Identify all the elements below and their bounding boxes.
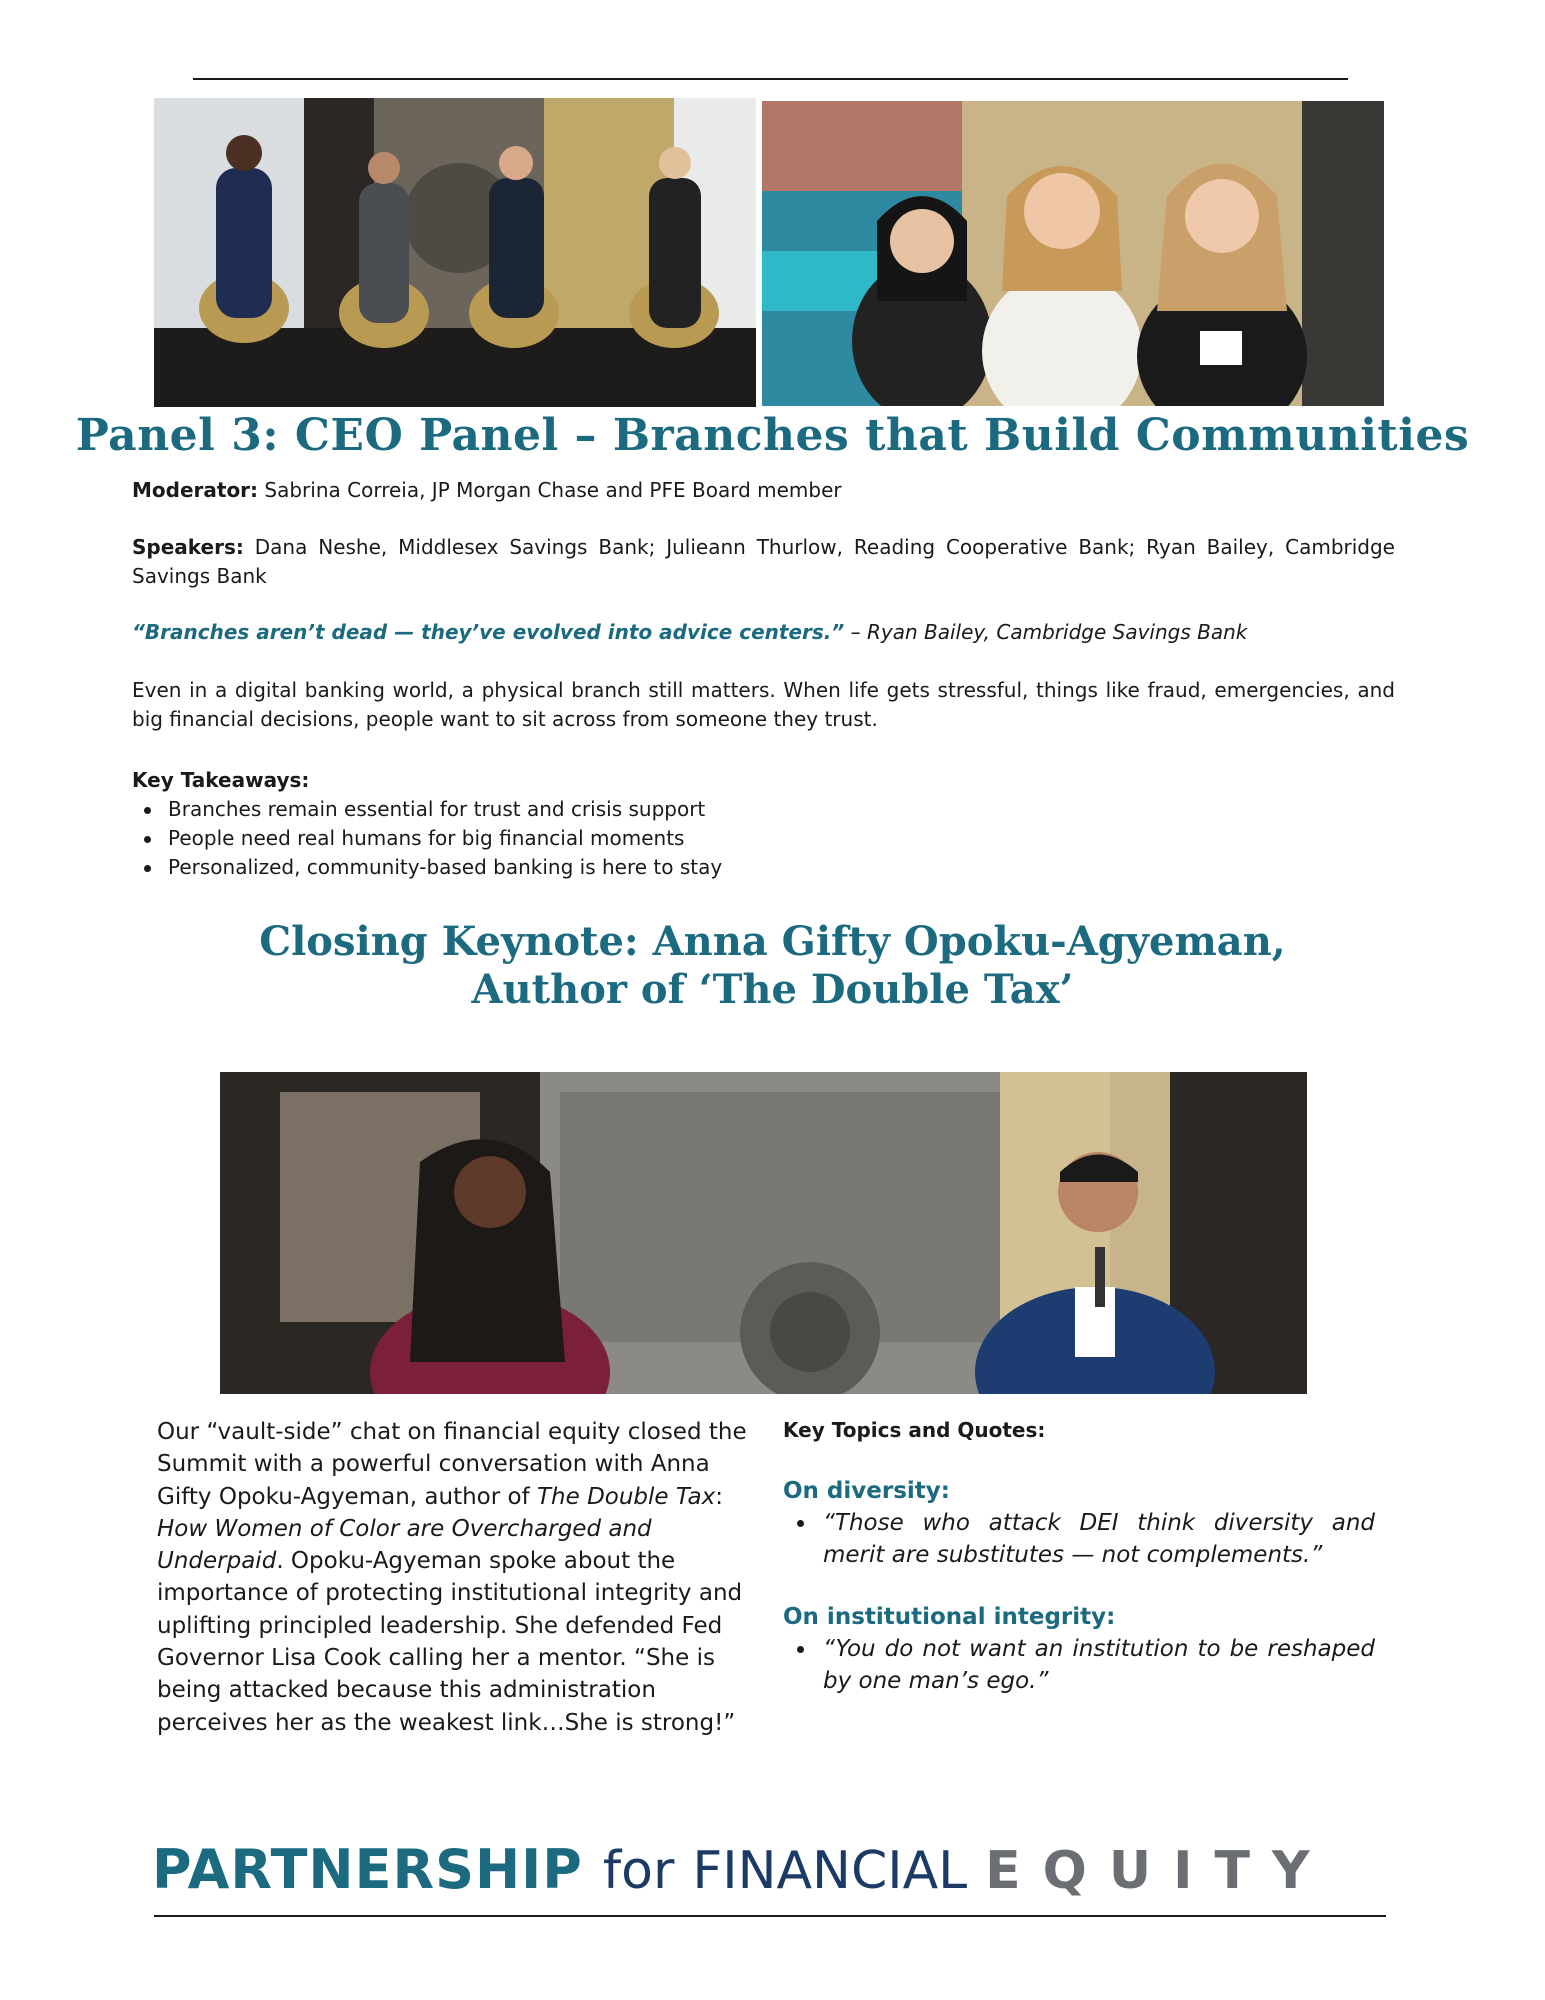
panel-quote-attribution: – Ryan Bailey, Cambridge Savings Bank [844, 620, 1248, 644]
logo-for: for [602, 1841, 675, 1901]
speakers-text: Dana Neshe, Middlesex Savings Bank; Julieann Thurlow, Reading Cooperative Bank; Ryan Bailey, Cambridge Savings Bank [132, 535, 1395, 588]
logo-financial: FINANCIAL [692, 1841, 968, 1901]
list-item: Personalized, community-based banking is here to stay [140, 853, 722, 882]
panel-stage-photo [154, 98, 756, 407]
panel-quote: “Branches aren’t dead — they’ve evolved into advice centers.” [132, 620, 845, 644]
speakers-line [132, 533, 1395, 591]
panel-quote-line [132, 618, 1395, 647]
pfe-logo [152, 1838, 1397, 1908]
logo-partnership: PARTNERSHIP [152, 1838, 583, 1901]
list-item: “Those who attack DEI think diversity and merit are substitutes — not complements.” [783, 1507, 1375, 1571]
moderator-label: Moderator: [132, 478, 259, 502]
logo-equity: EQUITY [985, 1841, 1332, 1901]
topic-list-integrity [783, 1633, 1375, 1697]
topic-list-diversity [783, 1507, 1375, 1571]
key-topics-heading: Key Topics and Quotes: [783, 1418, 1046, 1442]
keynote-title-line1: Closing Keynote: Anna Gifty Opoku-Agyeman, [259, 918, 1286, 965]
list-item: People need real humans for big financial moments [140, 824, 722, 853]
attendees-photo [762, 101, 1384, 406]
keynote-story: Our “vault-side” chat on financial equity closed the Summit with a powerful conversation with Anna Gifty Opoku-Agyeman, author of The Double Tax: How Women of Color are Overcharged and Underpaid. Opoku-Agyeman spoke about the importance of protecting institutional integrity and uplifting principled leadership. She defended Fed Governor Lisa Cook calling her a mentor. “She is being attacked because this administration perceives her as the weakest link…She is strong!” [157, 1419, 747, 1736]
topic-heading-integrity: On institutional integrity: [783, 1604, 1116, 1630]
bottom-rule [154, 1915, 1386, 1917]
takeaways-list [140, 795, 722, 882]
keynote-title [0, 918, 1545, 1014]
moderator-line [132, 476, 1395, 505]
topic-heading-diversity: On diversity: [783, 1478, 950, 1504]
keynote-title-line2: Author of ‘The Double Tax’ [471, 966, 1074, 1013]
book-subtitle: How Women of Color are Overcharged and Underpaid [157, 1515, 652, 1575]
moderator-text: Sabrina Correia, JP Morgan Chase and PFE Board member [258, 478, 842, 502]
top-rule [193, 78, 1348, 80]
key-topics-column [783, 1416, 1375, 1727]
keynote-stage-photo [220, 1072, 1307, 1394]
panel-body: Even in a digital banking world, a physical branch still matters. When life gets stressful, things like fraud, emergencies, and big financial decisions, people want to sit across from someone they trust. [132, 678, 1395, 731]
panel-title: Panel 3: CEO Panel – Branches that Build Communities [75, 410, 1470, 461]
book-title: The Double Tax [536, 1483, 716, 1510]
list-item: Branches remain essential for trust and crisis support [140, 795, 722, 824]
list-item: “You do not want an institution to be reshaped by one man’s ego.” [783, 1633, 1375, 1697]
speakers-label: Speakers: [132, 535, 244, 559]
takeaways-heading: Key Takeaways: [132, 768, 310, 792]
